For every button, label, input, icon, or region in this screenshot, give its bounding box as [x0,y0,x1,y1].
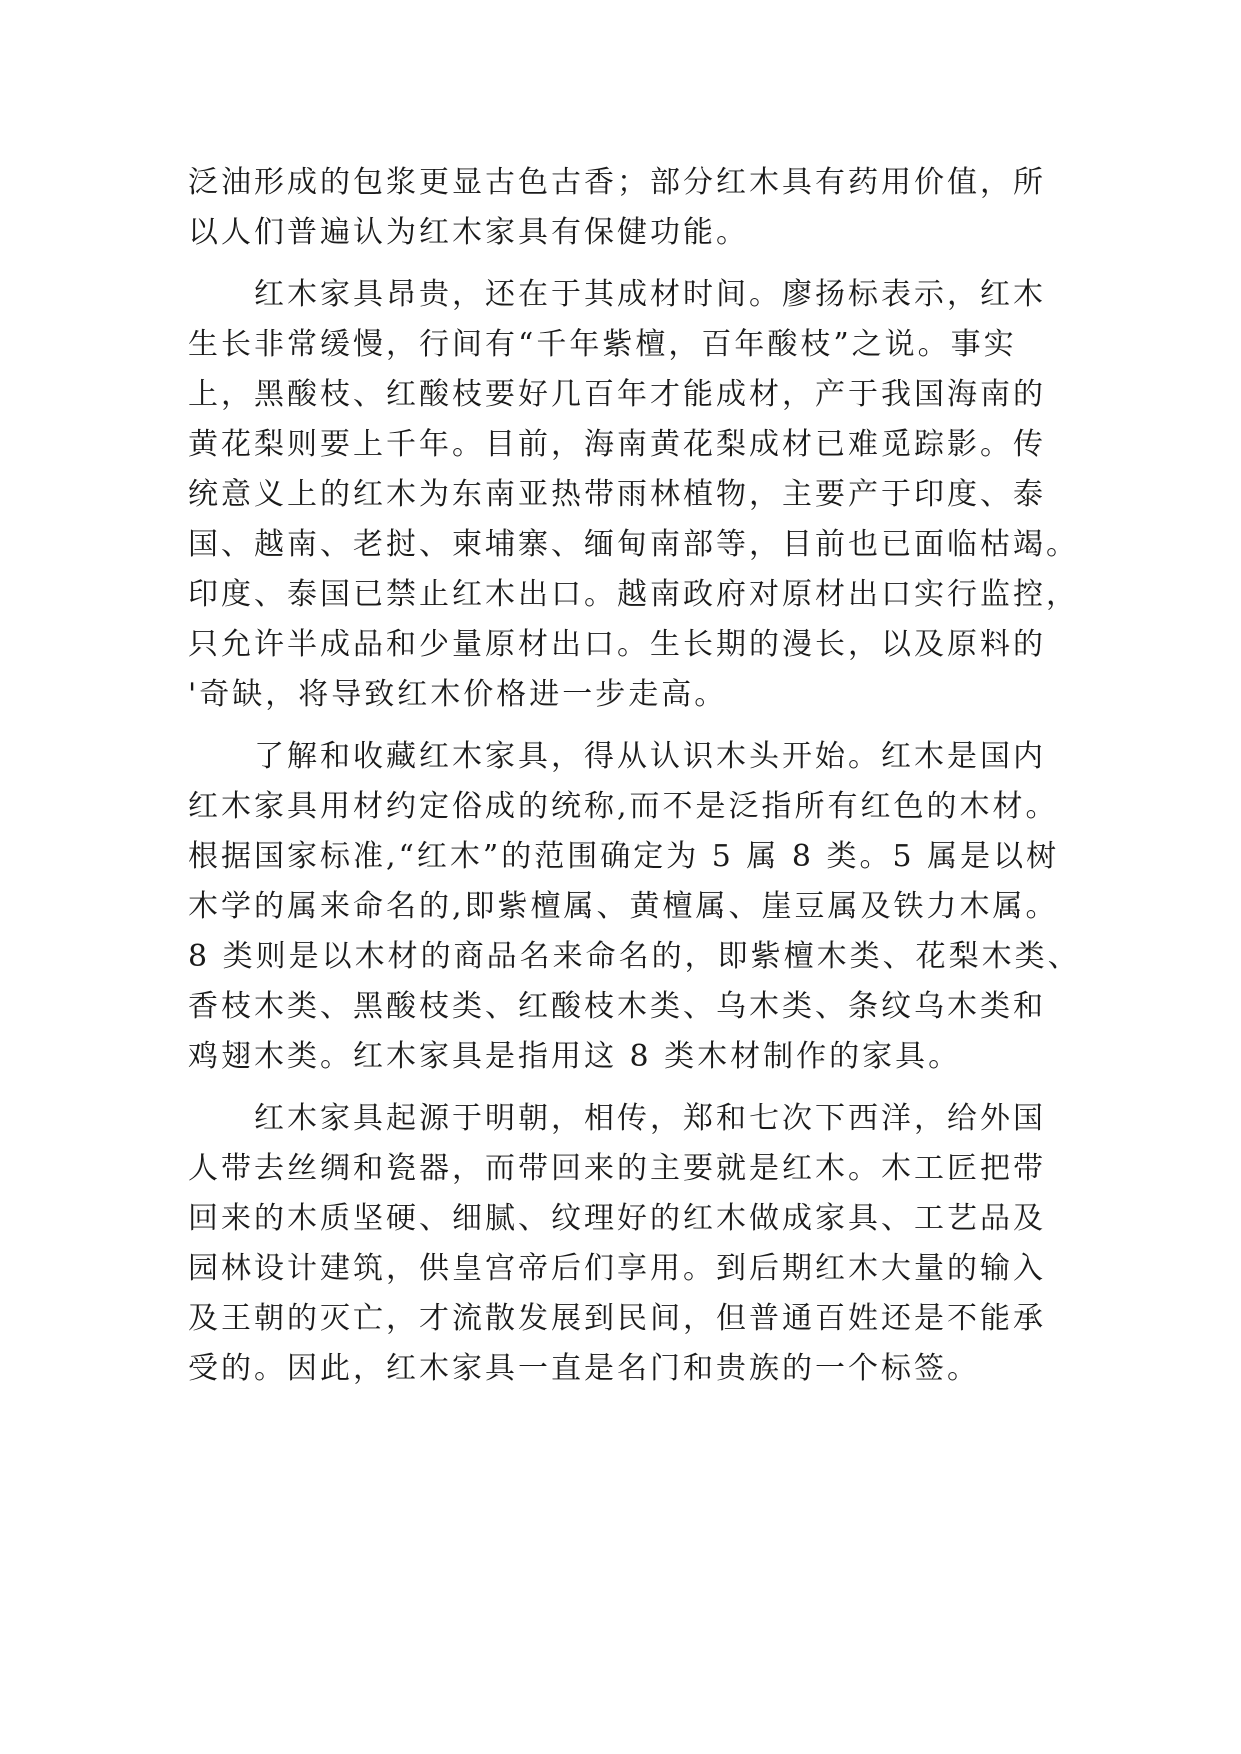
text-line: 红木家具起源于明朝，相传，郑和七次下西洋，给外国 [188,1101,1046,1136]
text-line: 上，黑酸枝、红酸枝要好几百年才能成材，产于我国海南的 [188,377,1046,412]
document-body [188,158,1081,1406]
text-line: 8 类则是以木材的商品名来命名的，即紫檀木类、花梨木类、 [188,939,1081,974]
text-line: 生长非常缓慢，行间有“千年紫檀，百年酸枝”之说。事实 [188,327,1017,362]
text-line: 人带去丝绸和瓷器，而带回来的主要就是红木。木工匠把带 [188,1151,1046,1186]
text-line: 泛油形成的包浆更显古色古香；部分红木具有药用价值，所 [188,165,1046,200]
text-line: 印度、泰国已禁止红木出口。越南政府对原材出口实行监控， [188,577,1079,612]
text-line: 只允许半成品和少量原材出口。生长期的漫长，以及原料的 [188,627,1046,662]
text-line: 根据国家标准,“红木”的范围确定为 5 属 8 类。5 属是以树 [188,839,1060,874]
paragraph-4 [188,1094,1060,1394]
text-line: 以人们普遍认为红木家具有保健功能。 [188,215,749,250]
text-line: 鸡翅木类。红木家具是指用这 8 类木材制作的家具。 [188,1039,962,1074]
paragraph-3 [188,732,1081,1082]
text-line: 及王朝的灭亡，才流散发展到民间，但普通百姓还是不能承 [188,1301,1046,1336]
text-line: 统意义上的红木为东南亚热带雨林植物，主要产于印度、泰 [188,477,1046,512]
text-line: 香枝木类、黑酸枝类、红酸枝木类、乌木类、条纹乌木类和 [188,989,1046,1024]
text-line: 国、越南、老挝、柬埔寨、缅甸南部等，目前也已面临枯竭。 [188,527,1079,562]
text-line: '奇缺，将导致红木价格进一步走高。 [188,677,728,712]
text-line: 受的。因此，红木家具一直是名门和贵族的一个标签。 [188,1351,980,1386]
text-line: 红木家具用材约定俗成的统称,而不是泛指所有红色的木材。 [188,789,1059,824]
text-line: 红木家具昂贵，还在于其成材时间。廖扬标表示，红木 [188,277,1046,312]
text-line: 园林设计建筑，供皇宫帝后们享用。到后期红木大量的输入 [188,1251,1046,1286]
text-line: 黄花梨则要上千年。目前，海南黄花梨成材已难觅踪影。传 [188,427,1046,462]
text-line: 回来的木质坚硬、细腻、纹理好的红木做成家具、工艺品及 [188,1201,1046,1236]
paragraph-1 [188,158,1060,258]
text-line: 了解和收藏红木家具，得从认识木头开始。红木是国内 [188,739,1046,774]
text-line: 木学的属来命名的,即紫檀属、黄檀属、崖豆属及铁力木属。 [188,889,1059,924]
paragraph-2 [188,270,1079,720]
